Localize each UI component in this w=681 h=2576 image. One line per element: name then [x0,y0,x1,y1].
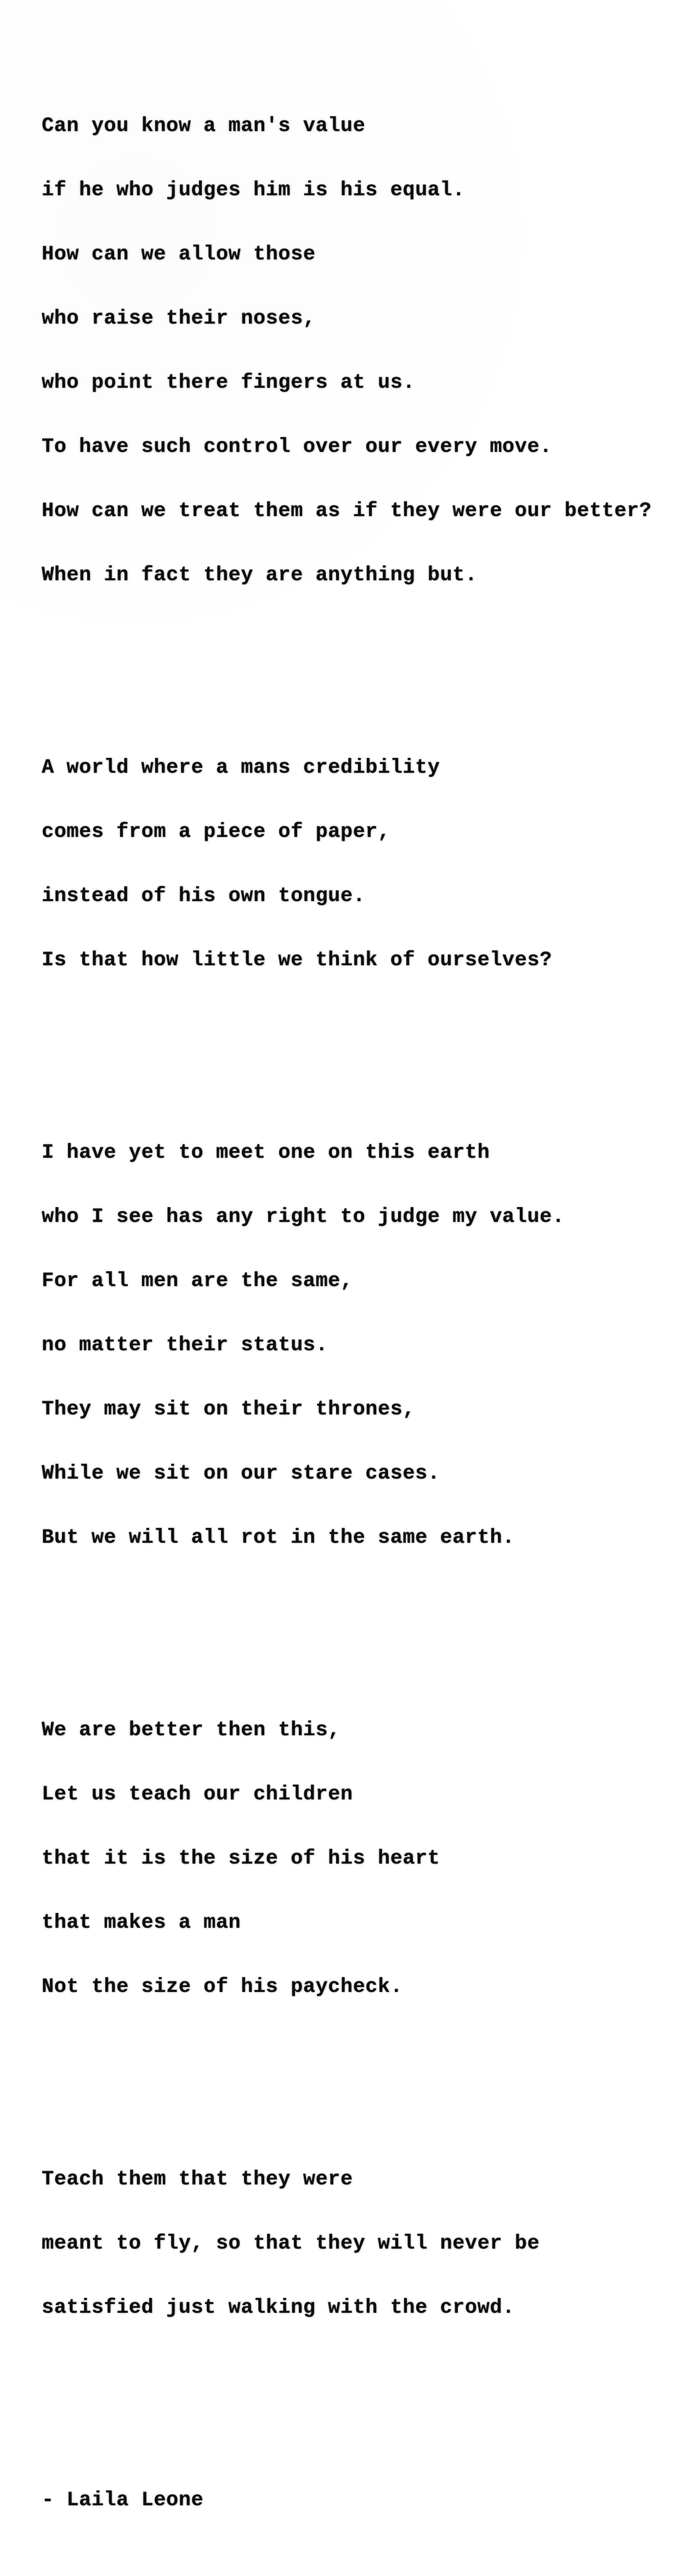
poem-line: Can you know a man's value [42,115,366,138]
poem-line: While we sit on our stare cases. [42,1462,440,1485]
poem-line: We are better then this, [42,1719,340,1742]
poem [42,9,670,2575]
poem-line: But we will all rot in the same earth. [42,1526,515,1549]
poem-line: I have yet to meet one on this earth [42,1141,490,1164]
poem-line: A world where a mans credibility [42,756,440,779]
poem-line: who raise their noses, [42,307,316,330]
poem-line: who I see has any right to judge my value. [42,1205,565,1228]
poem-line: For all men are the same, [42,1270,353,1293]
poem-line: Not the size of his paycheck. [42,1975,403,1998]
poem-line: Let us teach our children [42,1783,353,1806]
poem-line: who point there fingers at us. [42,371,416,394]
poem-line: satisfied just walking with the crowd. [42,2296,515,2319]
poem-line: that makes a man [42,1911,241,1934]
poem-line: To have such control over our every move. [42,435,552,458]
stanza-1 [42,73,670,629]
poem-line: Is that how little we think of ourselves? [42,949,552,972]
poem-line: When in fact they are anything but. [42,564,478,587]
poem-line: instead of his own tongue. [42,885,366,908]
poem-line: How can we treat them as if they were our better? [42,500,652,523]
poem-line: They may sit on their thrones, [42,1398,416,1421]
author-signature: - Laila Leone [42,2489,204,2512]
stanza-4 [42,1677,670,2041]
poem-line: no matter their status. [42,1334,328,1357]
stanza-5 [42,2126,670,2362]
poem-line: comes from a piece of paper, [42,820,390,843]
stanza-3 [42,1100,670,1592]
stanza-2 [42,715,670,1014]
poem-line: How can we allow those [42,243,316,266]
poem-line: if he who judges him is his equal. [42,179,465,202]
poem-line: Teach them that they were [42,2168,353,2191]
poem-line: meant to fly, so that they will never be [42,2232,540,2255]
poem-line: that it is the size of his heart [42,1847,440,1870]
